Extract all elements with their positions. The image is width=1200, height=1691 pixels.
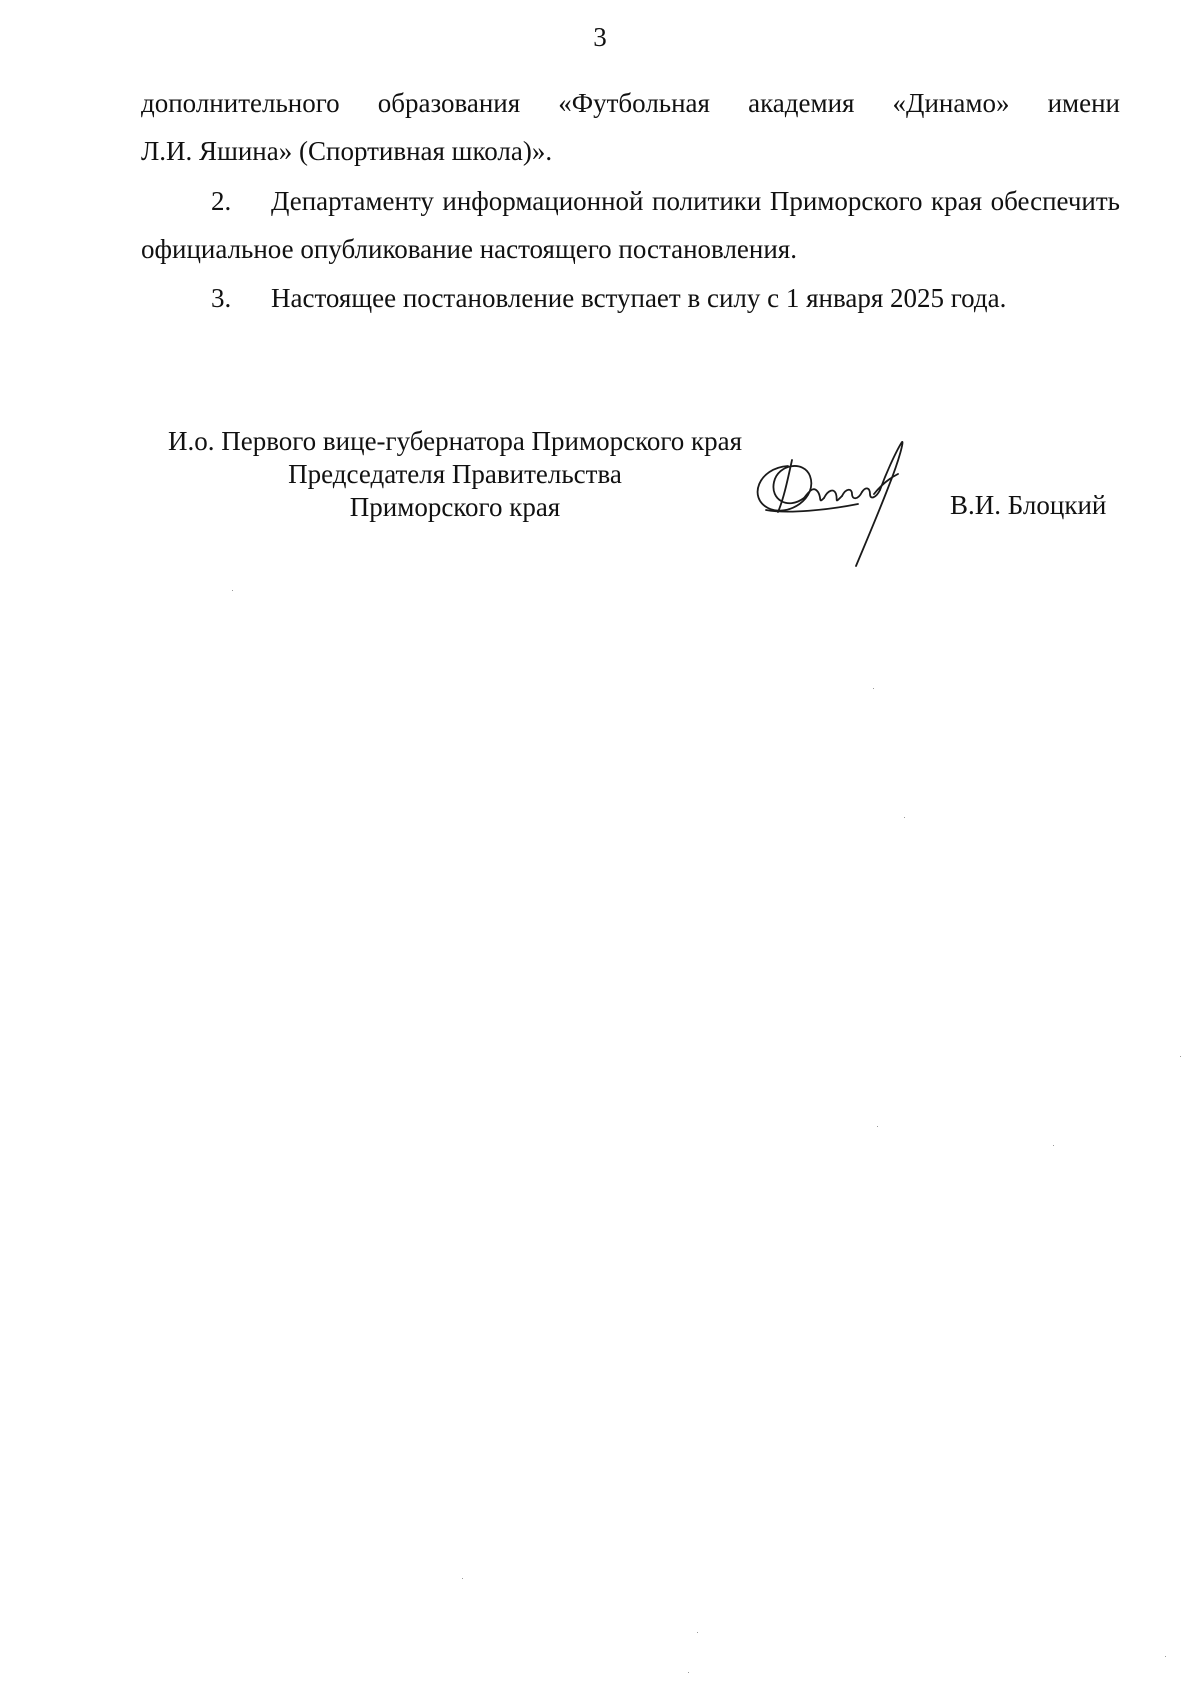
paragraph-item-2	[141, 177, 1120, 273]
paragraph-continuation-line2: Л.И. Яшина» (Спортивная школа)».	[141, 136, 553, 166]
paragraph-continuation	[141, 79, 1120, 175]
paragraph-continuation-line1: дополнительного образования «Футбольная академия «Динамо» имени	[141, 88, 1120, 118]
item-2-number: 2.	[211, 186, 232, 216]
signatory-title	[135, 425, 775, 524]
signatory-title-line2: Председателя Правительства	[288, 459, 622, 489]
page-number: 3	[593, 22, 607, 52]
scan-speck	[873, 688, 874, 689]
scan-speck	[462, 1578, 463, 1579]
item-2-text: Департаменту информационной политики Приморского края обеспечить официальное опубликование настоящего постановления.	[141, 186, 1120, 264]
scan-speck	[904, 817, 905, 818]
scan-speck	[232, 590, 233, 591]
signatory-title-line3: Приморского края	[349, 492, 561, 522]
item-3-text: Настоящее постановление вступает в силу с 1 января 2025 года.	[271, 283, 1007, 313]
paragraph-item-3	[141, 274, 1120, 322]
scan-speck	[688, 1672, 689, 1673]
signer-name: В.И. Блоцкий	[950, 490, 1107, 520]
scan-speck	[1180, 1056, 1181, 1057]
handwritten-signature	[748, 438, 948, 578]
scan-speck	[697, 1632, 698, 1633]
scan-speck	[1165, 1656, 1166, 1657]
scan-speck	[1053, 1145, 1054, 1146]
item-3-number: 3.	[211, 283, 232, 313]
scan-speck	[877, 1126, 878, 1127]
signatory-title-line1: И.о. Первого вице-губернатора Приморского края	[167, 426, 742, 456]
